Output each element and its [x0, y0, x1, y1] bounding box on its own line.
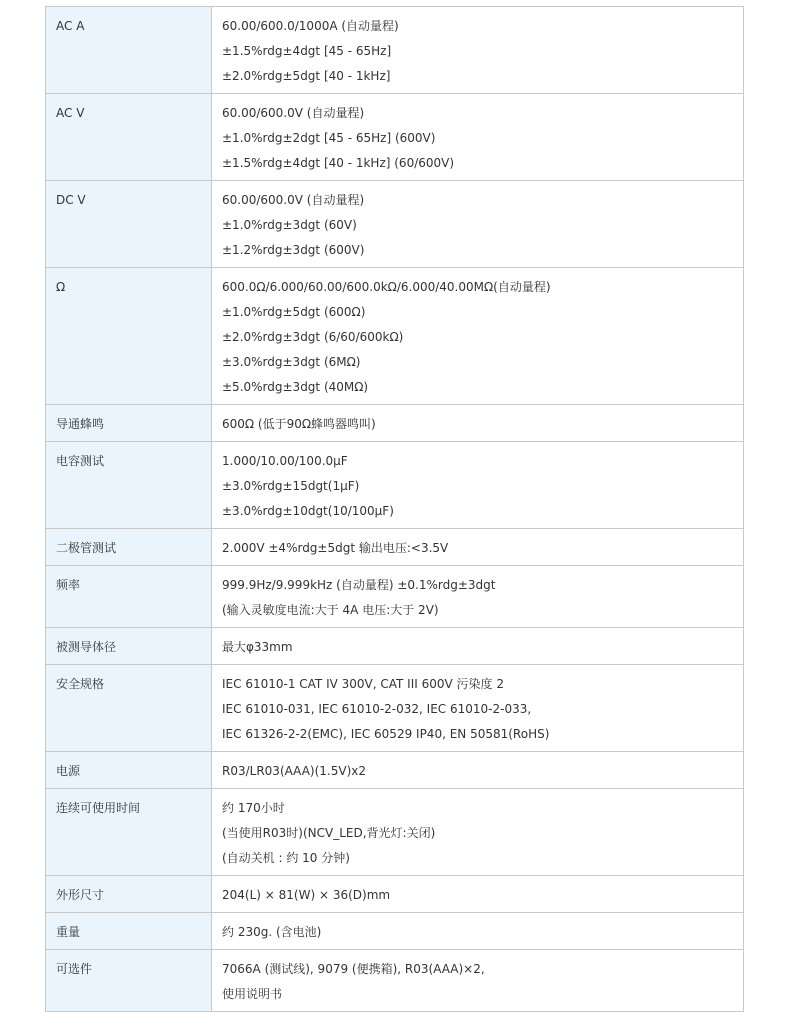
spec-row	[46, 876, 744, 913]
spec-label: 可选件	[46, 950, 212, 1012]
spec-row	[46, 94, 744, 181]
spec-row	[46, 628, 744, 665]
spec-values	[212, 442, 744, 529]
spec-value-line: 60.00/600.0/1000A (自动量程)	[222, 19, 399, 33]
spec-value-line: IEC 61326-2-2(EMC), IEC 60529 IP40, EN 50581(RoHS)	[222, 727, 550, 741]
spec-value-line: R03/LR03(AAA)(1.5V)x2	[222, 764, 366, 778]
spec-label: 连续可使用时间	[46, 789, 212, 876]
spec-values	[212, 566, 744, 628]
spec-row	[46, 913, 744, 950]
spec-row	[46, 566, 744, 628]
spec-row	[46, 950, 744, 1012]
spec-value-line: ±1.0%rdg±3dgt (60V)	[222, 218, 357, 232]
spec-value-line: 600.0Ω/6.000/60.00/600.0kΩ/6.000/40.00MΩ(自动量程)	[222, 280, 551, 294]
spec-value-line: ±1.2%rdg±3dgt (600V)	[222, 243, 365, 257]
spec-label: 二极管测试	[46, 529, 212, 566]
spec-values	[212, 405, 744, 442]
spec-label: 电容测试	[46, 442, 212, 529]
spec-table-body	[46, 7, 744, 1012]
spec-values	[212, 665, 744, 752]
spec-row	[46, 752, 744, 789]
spec-value-line: ±2.0%rdg±3dgt (6/60/600kΩ)	[222, 330, 404, 344]
spec-label: 被测导体径	[46, 628, 212, 665]
spec-value-line: (自动关机 : 约 10 分钟)	[222, 851, 350, 865]
spec-row	[46, 665, 744, 752]
spec-value-line: 使用说明书	[222, 987, 283, 1001]
spec-value-line: 7066A (测试线), 9079 (便携箱), R03(AAA)×2,	[222, 962, 485, 976]
spec-values	[212, 789, 744, 876]
spec-value-line: IEC 61010-031, IEC 61010-2-032, IEC 61010-2-033,	[222, 702, 532, 716]
spec-value-line: 60.00/600.0V (自动量程)	[222, 106, 365, 120]
spec-value-line: IEC 61010-1 CAT IV 300V, CAT III 600V 污染度 2	[222, 677, 504, 691]
spec-values	[212, 913, 744, 950]
spec-values	[212, 752, 744, 789]
spec-label: AC V	[46, 94, 212, 181]
spec-value-line: 约 170小时	[222, 801, 285, 815]
spec-value-line: (当使用R03时)(NCV_LED,背光灯:关闭)	[222, 826, 436, 840]
spec-value-line: 2.000V ±4%rdg±5dgt 输出电压:<3.5V	[222, 541, 449, 555]
spec-label: 重量	[46, 913, 212, 950]
spec-row	[46, 442, 744, 529]
spec-value-line: 600Ω (低于90Ω蜂鸣器鸣叫)	[222, 417, 376, 431]
spec-values	[212, 529, 744, 566]
spec-values	[212, 950, 744, 1012]
spec-label: 频率	[46, 566, 212, 628]
spec-row	[46, 789, 744, 876]
spec-row	[46, 529, 744, 566]
spec-label: 安全规格	[46, 665, 212, 752]
spec-value-line: (输入灵敏度电流:大于 4A 电压:大于 2V)	[222, 603, 439, 617]
spec-values	[212, 876, 744, 913]
spec-value-line: ±1.5%rdg±4dgt [45 - 65Hz]	[222, 44, 392, 58]
spec-label: 电源	[46, 752, 212, 789]
spec-value-line: 最大φ33mm	[222, 640, 293, 654]
spec-label: 外形尺寸	[46, 876, 212, 913]
spec-values	[212, 7, 744, 94]
spec-value-line: ±1.0%rdg±2dgt [45 - 65Hz] (600V)	[222, 131, 436, 145]
spec-value-line: ±2.0%rdg±5dgt [40 - 1kHz]	[222, 69, 391, 83]
spec-row	[46, 268, 744, 405]
spec-value-line: ±3.0%rdg±3dgt (6MΩ)	[222, 355, 361, 369]
spec-value-line: ±1.0%rdg±5dgt (600Ω)	[222, 305, 366, 319]
spec-label: Ω	[46, 268, 212, 405]
spec-label: AC A	[46, 7, 212, 94]
spec-values	[212, 628, 744, 665]
spec-values	[212, 181, 744, 268]
spec-value-line: ±3.0%rdg±15dgt(1μF)	[222, 479, 360, 493]
spec-row	[46, 7, 744, 94]
spec-value-line: ±3.0%rdg±10dgt(10/100μF)	[222, 504, 394, 518]
spec-value-line: 204(L) × 81(W) × 36(D)mm	[222, 888, 391, 902]
spec-value-line: 约 230g. (含电池)	[222, 925, 322, 939]
spec-row	[46, 405, 744, 442]
spec-value-line: 1.000/10.00/100.0μF	[222, 454, 348, 468]
spec-value-line: 60.00/600.0V (自动量程)	[222, 193, 365, 207]
spec-table	[45, 6, 744, 1012]
spec-values	[212, 94, 744, 181]
spec-row	[46, 181, 744, 268]
spec-value-line: 999.9Hz/9.999kHz (自动量程) ±0.1%rdg±3dgt	[222, 578, 496, 592]
spec-value-line: ±5.0%rdg±3dgt (40MΩ)	[222, 380, 369, 394]
spec-label: 导通蜂鸣	[46, 405, 212, 442]
spec-value-line: ±1.5%rdg±4dgt [40 - 1kHz] (60/600V)	[222, 156, 455, 170]
spec-values	[212, 268, 744, 405]
spec-label: DC V	[46, 181, 212, 268]
